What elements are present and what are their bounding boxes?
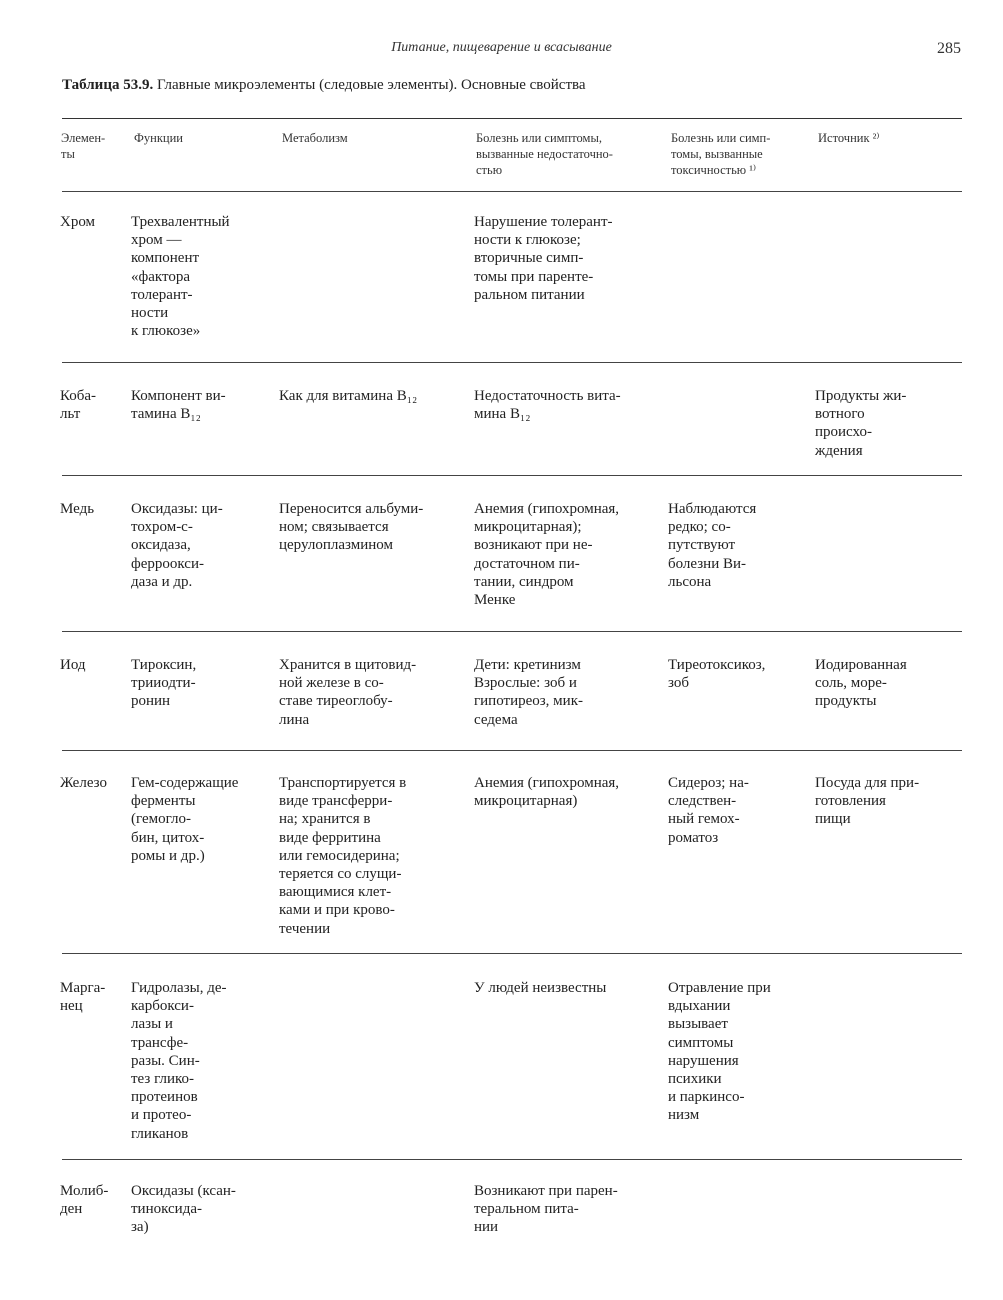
table-caption-label: Таблица 53.9. <box>62 77 154 93</box>
cell-element: Хром <box>60 214 96 230</box>
row-divider <box>62 475 962 476</box>
header-deficiency: Болезнь или симптомы, вызванные недостаточно- стью <box>476 131 613 177</box>
cell-metabolism: Переносится альбуми- ном; связывается церулоплазмином <box>279 501 424 554</box>
page-number: 285 <box>937 40 961 57</box>
cell-deficiency: У людей неизвестны <box>474 980 607 996</box>
cell-source: Посуда для при- готовления пищи <box>815 775 920 828</box>
cell-element: Иод <box>60 657 86 673</box>
cell-metabolism: Хранится в щитовид- ной железе в со- ставе тиреоглобу- лина <box>279 657 417 728</box>
row-divider <box>62 1159 962 1160</box>
running-title: Питание, пищеварение и всасывание <box>391 40 612 55</box>
cell-toxicity: Отравление при вдыхании вызывает симптомы нарушения психики и паркинсо- низм <box>668 980 771 1124</box>
table-header-rule <box>62 191 962 192</box>
cell-source: Иодированная соль, море- продукты <box>815 657 907 710</box>
table-top-rule <box>62 118 962 119</box>
cell-deficiency: Анемия (гипохромная, микроцитарная); возникают при не- достаточном пи- тании, синдром Менке <box>474 501 620 609</box>
header-toxicity: Болезнь или симп- томы, вызванные токсичностью ¹⁾ <box>671 131 771 177</box>
header-functions: Функции <box>134 131 183 145</box>
header-metabolism: Метаболизм <box>282 131 348 145</box>
cell-functions: Тироксин, трииодти- ронин <box>131 657 197 710</box>
row-divider <box>62 953 962 954</box>
row-divider <box>62 631 962 632</box>
cell-element: Железо <box>60 775 107 791</box>
cell-metabolism: Транспортируется в виде трансферри- на; хранится в виде ферритина или гемосидерина; теряется со слущи- вающимися клет- ками и при крово- течении <box>279 775 407 937</box>
cell-functions: Оксидазы (ксан- тиноксида- за) <box>131 1183 236 1236</box>
row-divider <box>62 362 962 363</box>
cell-element: Коба- льт <box>60 388 97 423</box>
table-caption <box>62 77 586 94</box>
cell-deficiency: Нарушение толерант- ности к глюкозе; вторичные симп- томы при паренте- ральном питании <box>474 214 613 303</box>
cell-toxicity: Сидероз; на- следствен- ный гемох- роматоз <box>668 775 749 846</box>
header-element: Элемен- ты <box>61 131 106 161</box>
cell-source: Продукты жи- вотного происхо- ждения <box>815 388 907 459</box>
cell-metabolism: Как для витамина B₁₂ <box>279 388 418 404</box>
header-source: Источник ²⁾ <box>818 131 880 145</box>
cell-toxicity: Наблюдаются редко; со- путствуют болезни Ви- льсона <box>668 501 757 590</box>
table-caption-text: Главные микроэлементы (следовые элементы). Основные свойства <box>156 77 586 93</box>
cell-functions: Трехвалентный хром — компонент «фактора толерант- ности к глюкозе» <box>131 214 230 340</box>
cell-toxicity: Тиреотоксикоз, зоб <box>668 657 766 692</box>
cell-deficiency: Анемия (гипохромная, микроцитарная) <box>474 775 620 810</box>
cell-element: Медь <box>60 501 95 517</box>
cell-element: Марга- нец <box>60 980 106 1015</box>
cell-element: Молиб- ден <box>60 1183 109 1218</box>
cell-deficiency: Дети: кретинизм Взрослые: зоб и гипотиреоз, мик- седема <box>474 657 583 728</box>
cell-deficiency: Возникают при парен- теральном пита- нии <box>474 1183 618 1236</box>
cell-functions: Компонент ви- тамина B₁₂ <box>131 388 226 423</box>
cell-functions: Гем-содержащие ферменты (гемогло- бин, цитох- ромы и др.) <box>131 775 239 864</box>
cell-functions: Гидролазы, де- карбокси- лазы и трансфе- разы. Син- тез глико- протеинов и протео- гликанов <box>131 980 227 1142</box>
row-divider <box>62 750 962 751</box>
cell-functions: Оксидазы: ци- тохром-c- оксидаза, ферроокси- даза и др. <box>131 501 223 590</box>
cell-deficiency: Недостаточность вита- мина B₁₂ <box>474 388 621 423</box>
